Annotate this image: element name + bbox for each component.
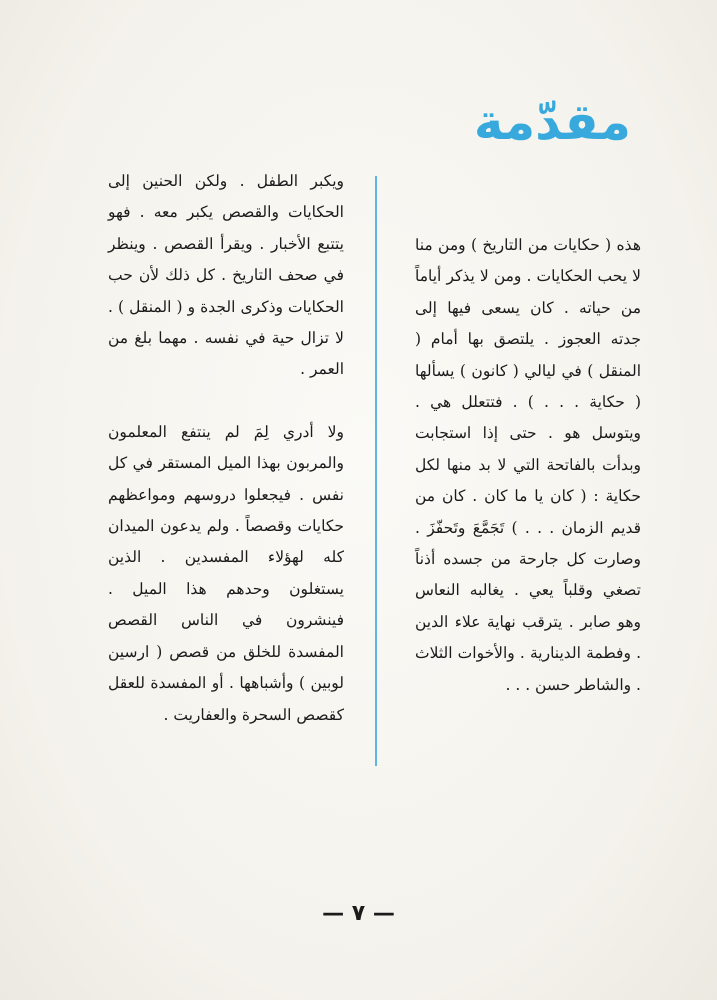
right-column-paragraph: هذه ( حكايات من التاريخ ) ومن منا لا يحب الحكايات . ومن لا يذكر أياماً من حياته . كان يسعى فيها إلى جدته العجوز . يلتصق بها أمام ( المنقل ) في ليالي ( كانون ) يسألها ( حكاية . . . ) . فتتعلل هي . ويتوسل هو . حتى إذا استجابت وبدأت بالفاتحة التي لا بد منها لكل حكاية : ( كان يا ما كان . كان من قديم الزمان . . . ) تَجَمَّعَ وتَحفّزَ . وصارت كل جارحة من جسده أذناً تصغي وقلباً يعي . يغالبه النعاس وهو صابر . يترقب نهاية علاء الدين . وفطمة الدينارية . والأخوات الثلاث . والشاطر حسن . . . [415,236,641,694]
page-title: مقدّمة [473,93,631,151]
right-column [415,230,641,701]
left-column [108,166,344,731]
page-number: — ٧ — [322,901,395,926]
left-column-paragraph-2: ولا أدري لِمَ لم ينتفع المعلمون والمربون بهذا الميل المستقر في كل نفس . فيجعلوا دروسهم ومواعظهم حكايات وقصصاً . ولم يدعون الميدان كله لهؤلاء المفسدين . الذين يستغلون وحدهم هذا الميل . فينشرون في الناس القصص المفسدة للخلق من قصص ( ارسين لوبين ) وأشباهها . أو المفسدة للعقل كقصص السحرة والعفاريت . [108,422,344,724]
column-divider [375,176,377,766]
left-column-paragraph-1: ويكبر الطفل . ولكن الحنين إلى الحكايات والقصص يكبر معه . فهو يتتبع الأخبار . ويقرأ القصص . وينظر في صحف التاريخ . كل ذلك لأن حب الحكايات وذكرى الجدة و ( المنقل ) . لا تزال حية في نفسه . مهما بلغ من العمر . [108,172,344,379]
